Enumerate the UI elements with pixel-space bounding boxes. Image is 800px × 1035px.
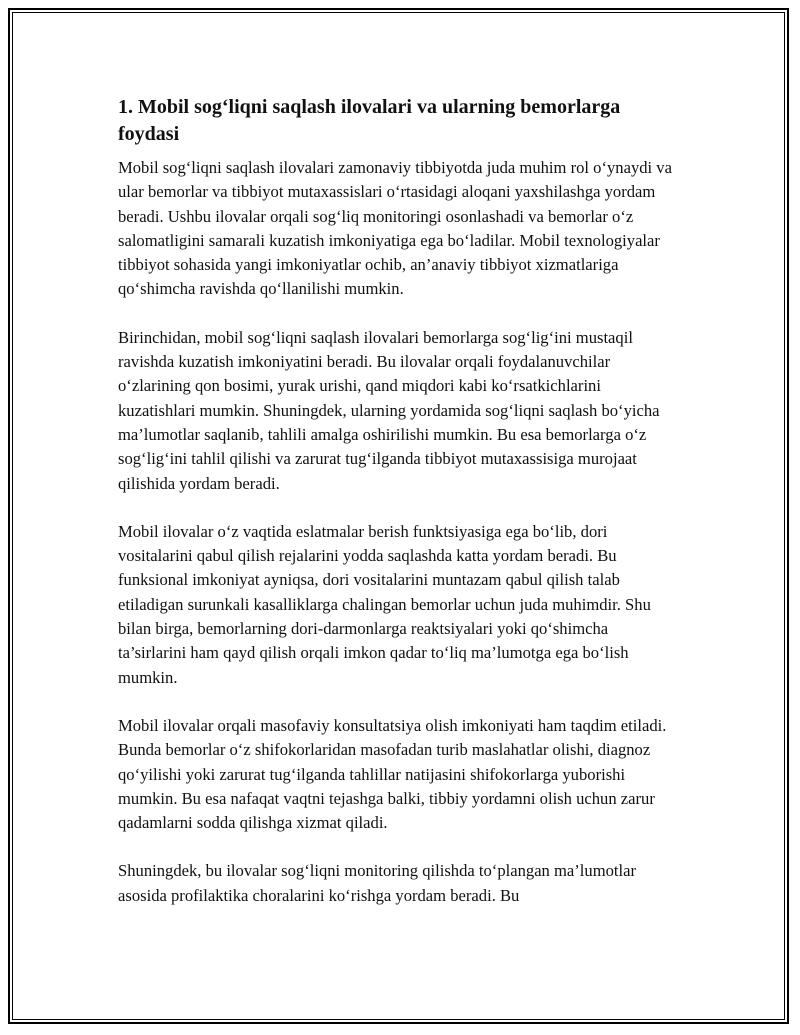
paragraph-1: Mobil sog‘liqni saqlash ilovalari zamonaviy tibbiyotda juda muhim rol o‘ynaydi va ular bemorlar va tibbiyot mutaxassislari o‘rtasidagi aloqani yaxshilashga yordam beradi. Ushbu ilovalar orqali sog‘liq monitoringi osonlashadi va bemorlar o‘z salomatligini samarali kuzatish imkoniyatiga ega bo‘ladilar. Mobil texnologiyalar tibbiyot sohasida yangi imkoniyatlar ochib, an’anaviy tibbiyot xizmatlariga qo‘shimcha ravishda qo‘llanilishi mumkin. [118,158,672,299]
paragraph-2: Birinchidan, mobil sog‘liqni saqlash ilovalari bemorlarga sog‘lig‘ini mustaqil ravishda kuzatish imkoniyatini beradi. Bu ilovalar orqali foydalanuvchilar o‘zlarining qon bosimi, yurak urishi, qand miqdori kabi ko‘rsatkichlarini kuzatishlari mumkin. Shuningdek, ularning yordamida sog‘liqni saqlash bo‘yicha ma’lumotlar saqlanib, tahlili amalga oshirilishi mumkin. Bu esa bemorlarga o‘z sog‘lig‘ini tahlil qilishi va zarurat tug‘ilganda tibbiyot mutaxassisiga murojaat qilishida yordam beradi. [118,327,660,493]
paragraph-4: Mobil ilovalar orqali masofaviy konsultatsiya olish imkoniyati ham taqdim etiladi. Bunda bemorlar o‘z shifokorlaridan masofadan turib maslahatlar olishi, diagnoz qo‘yilishi yoki zarurat tug‘ilganda tahlillar natijasini shifokorlarga yuborishi mumkin. Bu esa nafaqat vaqtni tejashga balki, tibbiy yordamni olish uchun zarur qadamlarni sodda qilishga xizmat qiladi. [118,715,667,833]
section-heading: 1. Mobil sog‘liqni saqlash ilovalari va ularning bemorlarga foydasi [118,96,621,145]
paragraph-5: Shuningdek, bu ilovalar sog‘liqni monitoring qilishda to‘plangan ma’lumotlar asosida profilaktika choralarini ko‘rishga yordam beradi. Bu [118,861,637,905]
document-body [118,94,678,932]
paragraph-3: Mobil ilovalar o‘z vaqtida eslatmalar berish funktsiyasiga ega bo‘lib, dori vositalarini qabul qilish rejalarini yodda saqlashda katta yordam beradi. Bu funksional imkoniyat ayniqsa, dori vositalarini muntazam qabul qilish talab etiladigan surunkali kasalliklarga chalingan bemorlar uchun juda muhimdir. Shu bilan birga, bemorlarning dori-darmonlarga reaktsiyalari yoki qo‘shimcha ta’sirlarini ham qayd qilish orqali imkon qadar to‘liq ma’lumotga ega bo‘lish mumkin. [118,521,651,687]
